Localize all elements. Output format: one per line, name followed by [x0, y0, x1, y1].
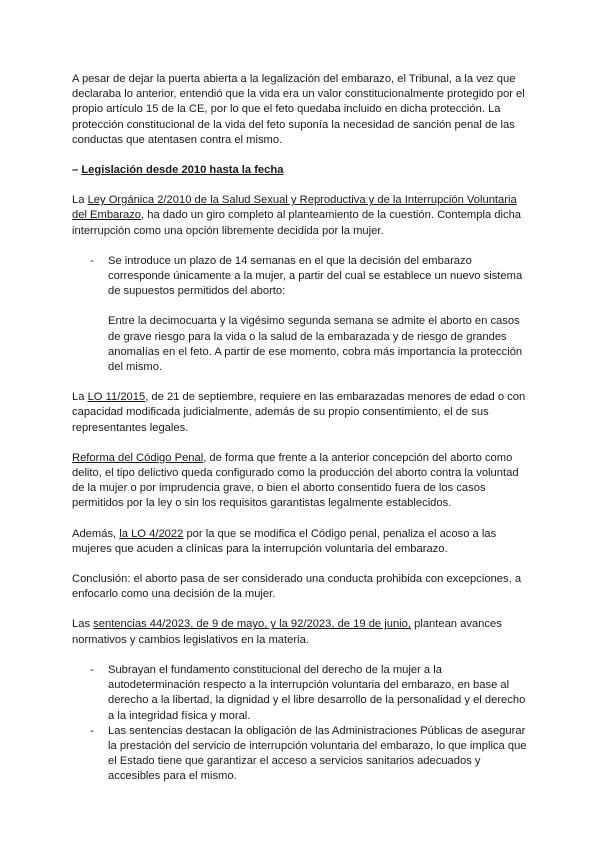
paragraph-sentencias — [72, 617, 528, 647]
sub-paragraph-semanas: Entre la decimocuarta y la vigésimo segunda semana se admite el aborto en casos de grave riesgo para la vida o la salud de la embarazada y de riesgo de grandes anomalías en el feto. A partir de ese momento, cobra más importancia la protección del mismo. — [108, 315, 523, 374]
paragraph-reforma-codigo-penal — [72, 451, 528, 512]
p5-post: por la que se modifica el Código penal, penaliza el acoso a las mujeres que acuden a clínicas para la interrupción voluntaria del embarazo. — [72, 527, 497, 555]
p2-pre: La — [72, 194, 88, 207]
paragraph-lo-2-2010 — [72, 193, 528, 239]
link-lo-11-2015[interactable]: LO 11/2015 — [87, 391, 146, 404]
link-lo-2-2010[interactable]: Ley Orgánica 2/2010 de la Salud Sexual y Reproductiva y de la Interrupción Voluntaria del Embarazo — [72, 194, 517, 222]
list-plazo — [72, 254, 528, 300]
p2-post: , ha dado un giro completo al planteamiento de la cuestión. Contempla dicha interrupción como una opción libremente decidida por la mujer. — [72, 209, 522, 237]
dash-marker: - — [90, 663, 94, 676]
p5-pre: Además, — [72, 527, 120, 540]
heading-prefix: – — [72, 164, 82, 177]
list-item-text: Las sentencias destacan la obligación de las Administraciones Públicas de asegurar la prestación del servicio de interrupción voluntaria del embarazo, lo que implica que el Estado tiene que garantizar el acceso a servicios sanitarios adecuados y accesibles para el mismo. — [108, 724, 527, 783]
paragraph-lo-4-2022 — [72, 527, 528, 557]
link-reforma-codigo-penal[interactable]: Reforma del Código Penal — [72, 451, 204, 464]
link-sentencias[interactable]: sentencias 44/2023, de 9 de mayo, y la 92/2023, de 19 de junio, — [93, 618, 411, 631]
paragraph-lo-11-2015 — [72, 390, 528, 436]
heading-text: Legislación desde 2010 hasta la fecha — [81, 164, 284, 177]
paragraph-tribunal: A pesar de dejar la puerta abierta a la legalización del embarazo, el Tribunal, a la vez que declaraba lo anterior, entendió que la vida era un valor constitucionalmente protegido por el propio artículo 15 de la CE, por lo que el feto quedaba incluido en dicha protección. La protección constitucional de la vida del feto suponía la necesidad de sanción penal de las conductas que atentasen contra el mismo. — [72, 73, 525, 146]
p7-post: plantean avances normativos y cambios legislativos en la materia. — [72, 618, 502, 646]
p7-pre: Las — [72, 618, 94, 631]
list-item-text: Se introduce un plazo de 14 semanas en el que la decisión del embarazo corresponde únicamente a la mujer, a partir del cual se establece un nuevo sistema de supuestos permitidos del aborto: — [108, 254, 523, 298]
p3-pre: La — [72, 391, 88, 404]
p4-post: , de forma que frente a la anterior concepción del aborto como delito, el tipo delictivo queda configurado como la producción del aborto contra la voluntad de la mujer o por imprudencia grave, o bien el aborto consentido fuera de los casos permitidos por la ley o sin los requisitos garantistas legalmente establecidos. — [72, 451, 519, 510]
list-item — [72, 724, 528, 785]
list-item — [72, 254, 528, 300]
paragraph-conclusion: Conclusión: el aborto pasa de ser considerado una conducta prohibida con excepciones, a enfocarlo como una decisión de la mujer. — [72, 573, 522, 601]
section-heading — [72, 163, 528, 178]
link-lo-4-2022[interactable]: la LO 4/2022 — [119, 527, 184, 540]
p3-post: , de 21 de septiembre, requiere en las embarazadas menores de edad o con capacidad modificada judicialmente, además de su propio consentimiento, el de sus representantes legales. — [72, 391, 526, 434]
list-sentencias — [72, 663, 528, 785]
dash-marker: - — [90, 724, 94, 737]
dash-marker: - — [90, 254, 94, 267]
list-item — [72, 663, 528, 724]
document-page — [72, 72, 528, 785]
list-item-text: Subrayan el fundamento constitucional del derecho de la mujer a la autodeterminación respecto a la interrupción voluntaria del embarazo, en base al derecho a la libertad, la dignidad y el libre desarrollo de la personalidad y el derecho a la integridad física y moral. — [108, 663, 526, 722]
